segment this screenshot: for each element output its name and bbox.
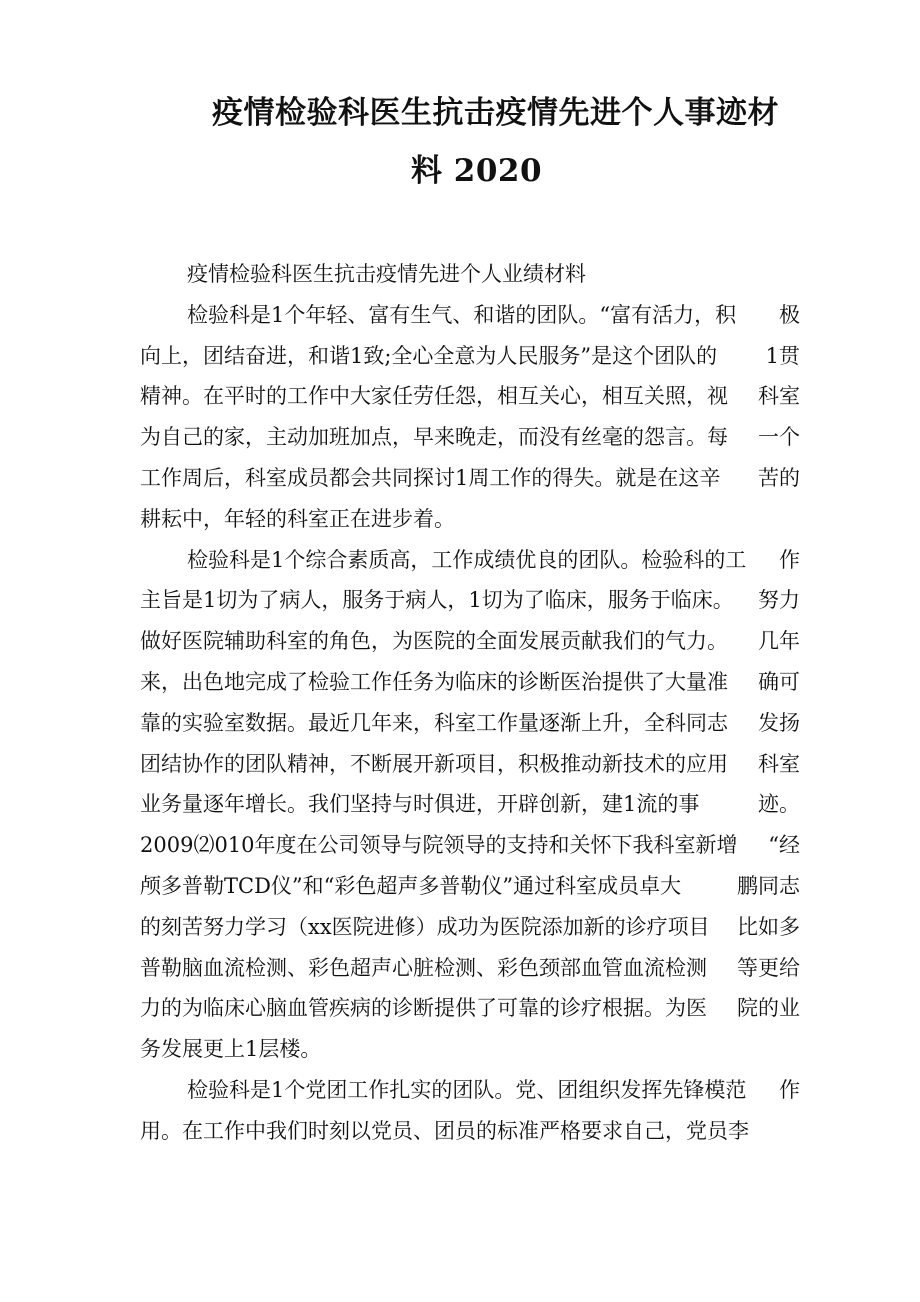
text-segment: 来，出色地完成了检验工作任务为临床的诊断医治提供了大量准 — [140, 669, 728, 694]
paragraph-3-line-1 — [140, 1070, 800, 1111]
text-segment: 一个 — [758, 425, 800, 450]
text-segment: 的刻苦努力学习（xx医院进修）成功为医院添加新的诊疗项目 — [140, 914, 710, 939]
text-segment: 普勒脑血流检测、彩色超声心脏检测、彩色颈部血管血流检测 — [140, 955, 707, 980]
text-segment: 为自己的家，主动加班加点，早来晚走，而没有丝毫的怨言。每 — [140, 425, 728, 450]
paragraph-2-line-2 — [140, 580, 800, 621]
text-segment: 检验科是1个综合素质高，工作成绩优良的团队。检验科的工 — [187, 547, 747, 572]
text-segment: 团结协作的团队精神，不断展开新项目，积极推动新技术的应用 — [140, 751, 728, 776]
paragraph-2-line-1 — [140, 540, 800, 581]
paragraph-2-line-7 — [140, 784, 800, 825]
text-segment: 科室 — [758, 751, 800, 776]
text-segment: 用。在工作中我们时刻以党员、团员的标准严格要求自己，党员李 — [140, 1118, 749, 1143]
paragraph-3-line-2 — [140, 1111, 800, 1152]
text-segment: 作 — [779, 547, 800, 572]
text-segment: 院的业 — [737, 996, 800, 1021]
text-segment: 精神。在平时的工作中大家任劳任怨，相互关心，相互关照，视 — [140, 384, 728, 409]
paragraph-2-line-9 — [140, 866, 800, 907]
paragraph-1-line-1 — [140, 295, 800, 336]
text-segment: 耕耘中，年轻的科室正在进步着。 — [140, 506, 455, 531]
text-segment: 力的为临床心脑血管疾病的诊断提供了可靠的诊疗根据。为医 — [140, 996, 707, 1021]
text-segment: 主旨是1切为了病人，服务于病人，1切为了临床，服务于临床。 — [140, 588, 734, 613]
text-segment: 发扬 — [758, 710, 800, 735]
paragraph-2-line-5 — [140, 703, 800, 744]
paragraph-2-line-10 — [140, 907, 800, 948]
paragraph-2-line-4 — [140, 662, 800, 703]
text-segment: 几年 — [758, 629, 800, 654]
subtitle-text: 疫情检验科医生抗击疫情先进个人业绩材料 — [187, 262, 586, 286]
text-segment: “经 — [768, 833, 800, 858]
text-segment: 比如多 — [737, 914, 800, 939]
text-segment: 确可 — [758, 669, 800, 694]
text-segment: 做好医院辅助科室的角色，为医院的全面发展贡献我们的气力。 — [140, 629, 728, 654]
text-segment: 工作周后，科室成员都会共同探讨1周工作的得失。就是在这辛 — [140, 465, 721, 490]
text-segment: 努力 — [758, 588, 800, 613]
paragraph-1-line-6 — [140, 499, 800, 540]
text-segment: 靠的实验室数据。最近几年来，科室工作量逐渐上升，全科同志 — [140, 710, 728, 735]
paragraph-1-line-4 — [140, 417, 800, 458]
title-line-2: 料 2020 — [411, 153, 543, 189]
title-line-1: 疫情检验科医生抗击疫情先进个人事迹材 — [212, 95, 779, 131]
text-segment: 检验科是1个年轻、富有生气、和谐的团队。“富有活力，积 — [187, 302, 737, 327]
paragraph-1-line-2 — [140, 336, 800, 377]
paragraph-2-line-12 — [140, 988, 800, 1029]
paragraph-2-line-3 — [140, 621, 800, 662]
document-body — [140, 254, 800, 1152]
text-segment: 1贯 — [765, 343, 800, 368]
paragraph-1-line-3 — [140, 376, 800, 417]
paragraph-1-line-5 — [140, 458, 800, 499]
text-segment: 向上，团结奋进，和谐1致;全心全意为人民服务”是这个团队的 — [140, 343, 718, 368]
subtitle — [140, 254, 800, 295]
document-title — [140, 84, 840, 200]
paragraph-2-line-11 — [140, 948, 800, 989]
text-segment: 务发展更上1层楼。 — [140, 1037, 322, 1062]
text-segment: 苦的 — [758, 465, 800, 490]
text-segment: 颅多普勒TCD仪”和“彩色超声多普勒仪”通过科室成员卓大 — [140, 873, 682, 898]
text-segment: 鹏同志 — [737, 873, 800, 898]
text-segment: 作 — [779, 1077, 800, 1102]
text-segment: 2009⑵010年度在公司领导与院领导的支持和关怀下我科室新增 — [140, 833, 738, 858]
paragraph-2-line-6 — [140, 744, 800, 785]
text-segment: 等更给 — [737, 955, 800, 980]
text-segment: 极 — [779, 302, 800, 327]
paragraph-2-line-13 — [140, 1029, 800, 1070]
text-segment: 业务量逐年增长。我们坚持与时俱进，开辟创新，建1流的事 — [140, 792, 700, 817]
text-segment: 检验科是1个党团工作扎实的团队。党、团组织发挥先锋模范 — [187, 1077, 747, 1102]
text-segment: 科室 — [758, 384, 800, 409]
paragraph-2-line-8 — [140, 825, 800, 866]
text-segment: 迹。 — [758, 792, 800, 817]
